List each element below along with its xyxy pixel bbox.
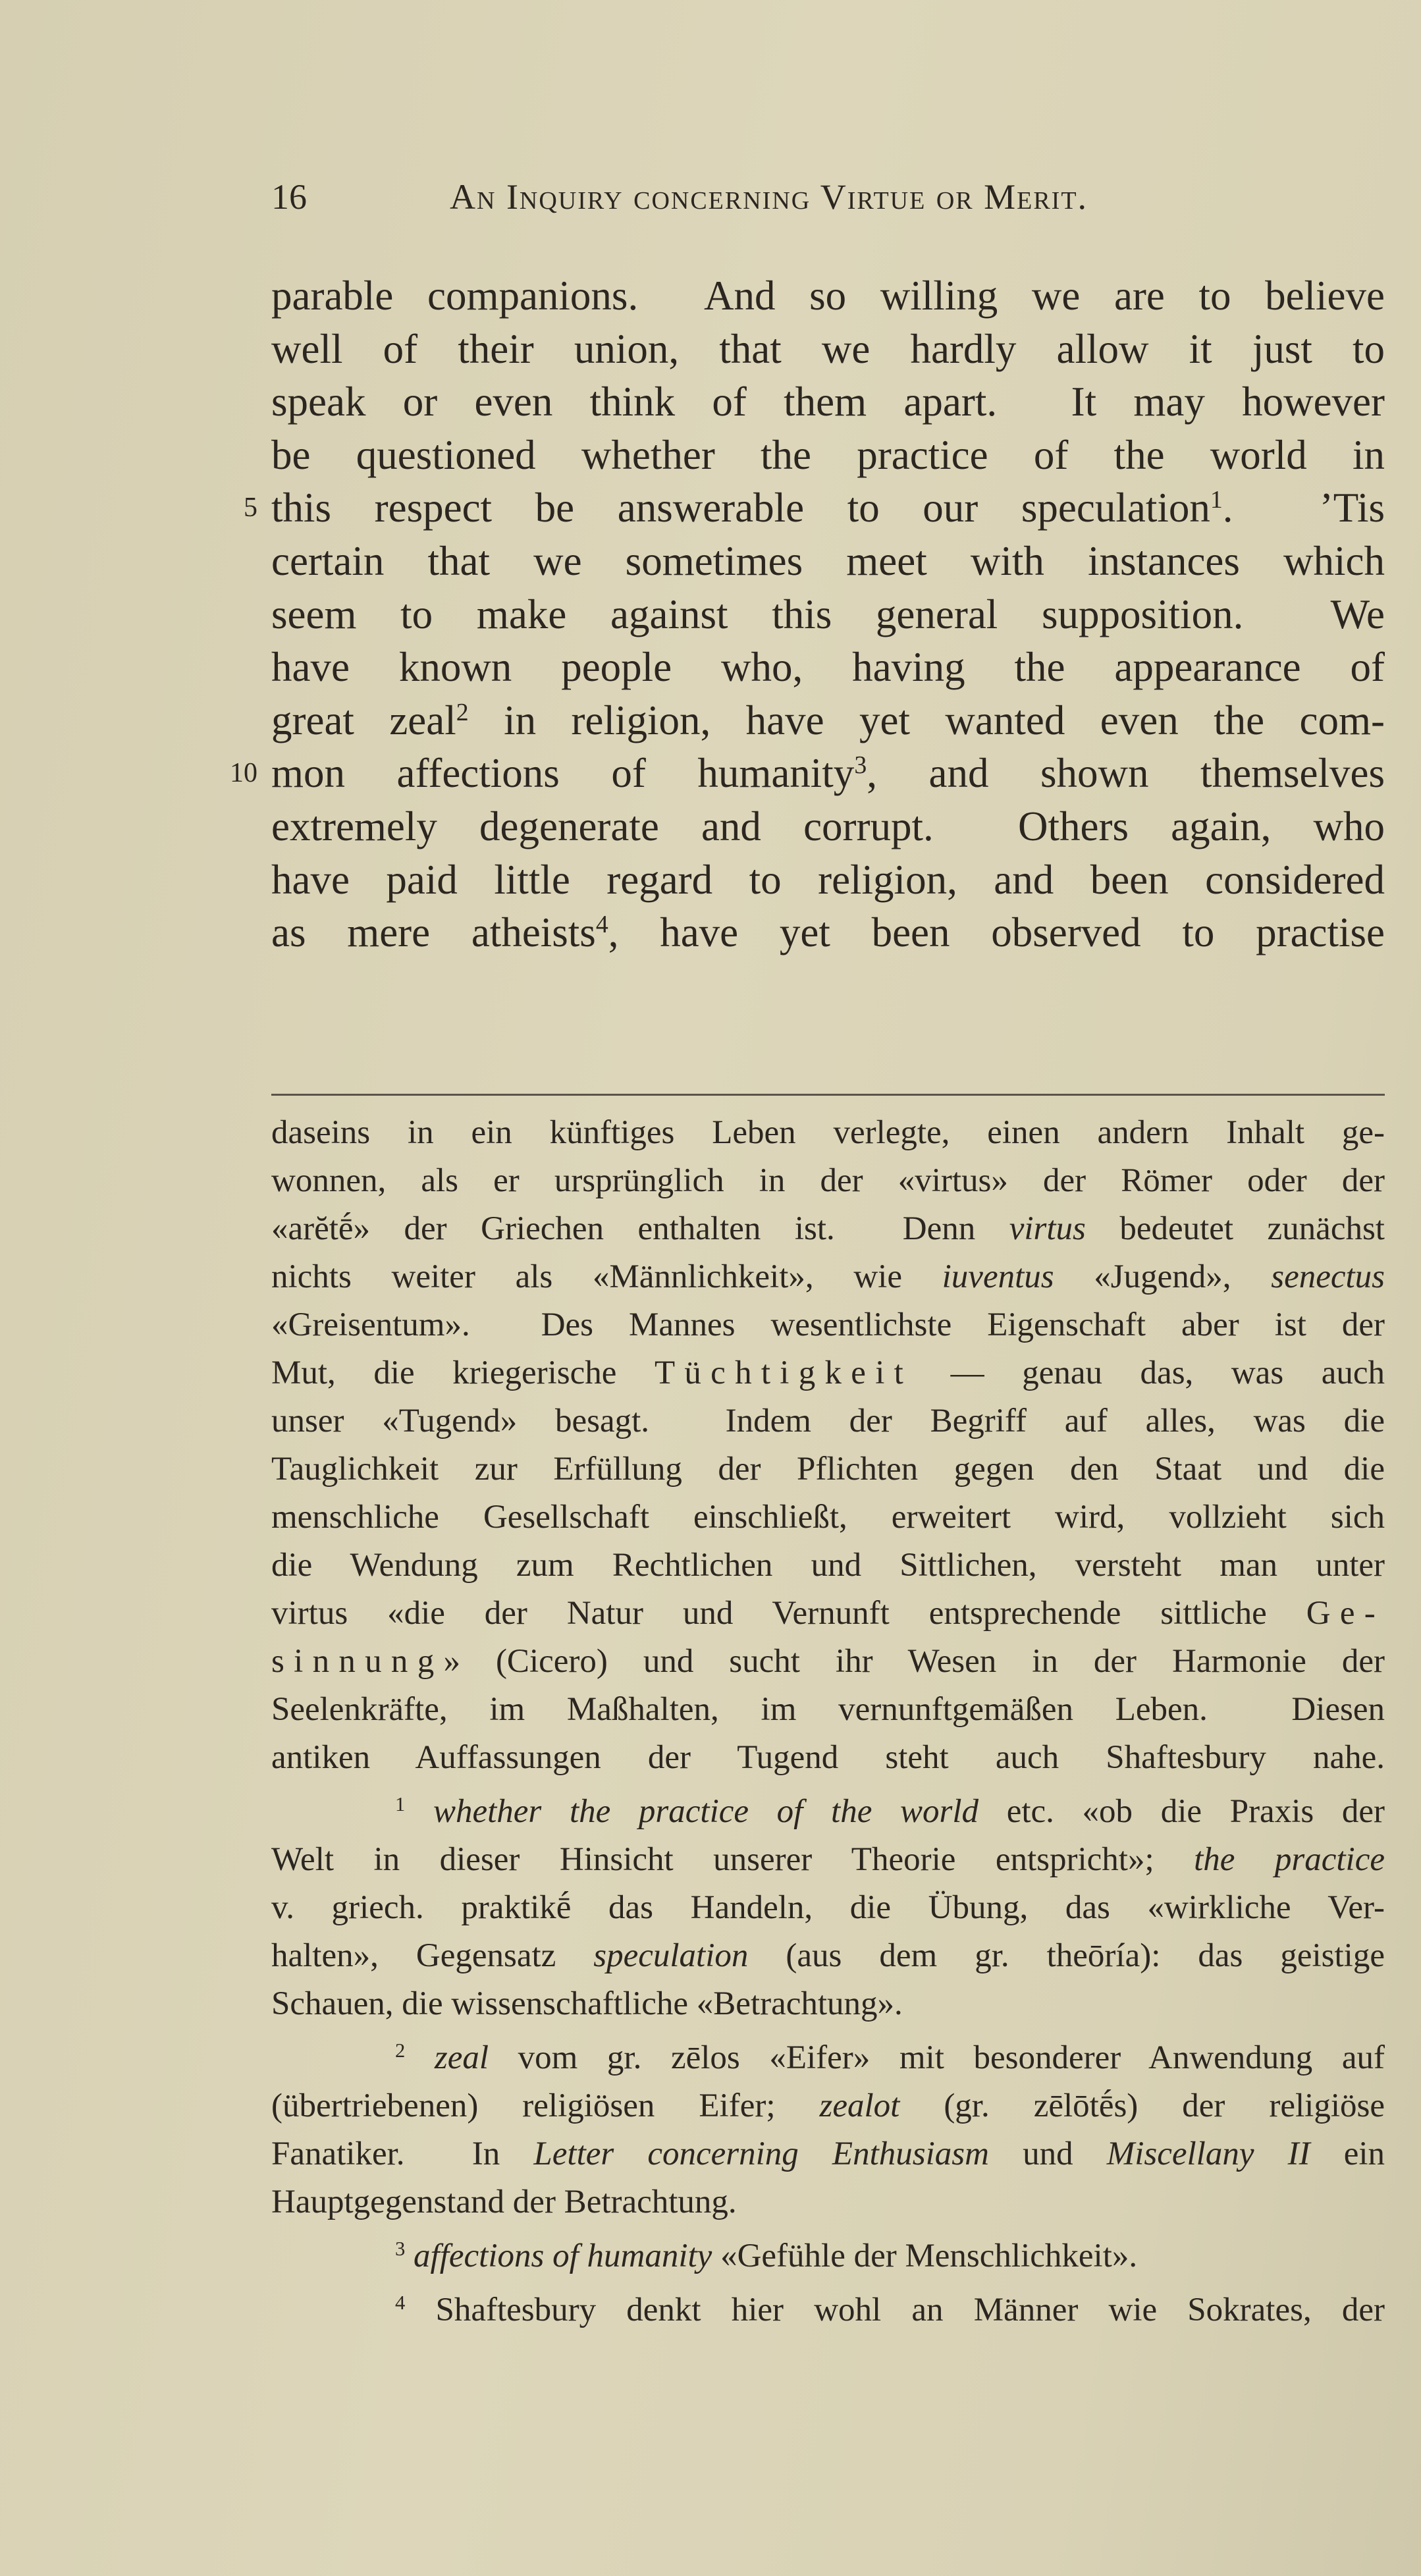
text-segment: menschliche Gesellschaft einschließt, erweitert wird, vollzieht sich — [271, 1499, 1385, 1536]
text-line — [271, 269, 1385, 323]
text-line — [271, 1836, 1385, 1884]
text-line — [271, 1253, 1385, 1301]
footnote-marker: 2 — [456, 698, 469, 726]
text-line — [271, 1205, 1385, 1253]
text-segment: antiken Auffassungen der Tugend steht auch Shaftesbury nahe. — [271, 1739, 1385, 1776]
text-segment: . ’Tis — [1222, 485, 1385, 531]
text-line — [271, 641, 1385, 694]
line-number: 5 — [244, 493, 257, 523]
text-segment: , and shown themselves — [867, 750, 1385, 797]
text-line — [271, 323, 1385, 376]
text-segment: , have yet been observed to practise — [608, 909, 1385, 956]
text-segment: «Jugend», — [1054, 1258, 1272, 1295]
italic-text: affections of humanity — [414, 2238, 712, 2274]
text-segment: Schauen, die wissenschaftliche «Betrachtung». — [271, 1985, 903, 2022]
text-line — [271, 429, 1385, 482]
text-segment — [405, 2238, 414, 2274]
footnotes — [271, 1109, 1385, 2334]
text-segment: have known people who, having the appearance of — [271, 644, 1385, 691]
text-segment: this respect be answerable to our speculation — [271, 485, 1210, 531]
text-line — [271, 853, 1385, 907]
text-segment: certain that we sometimes meet with instances which — [271, 537, 1385, 584]
text-line — [271, 1590, 1385, 1638]
text-segment: ein — [1310, 2135, 1385, 2172]
italic-text: senectus — [1271, 1258, 1385, 1295]
text-segment: virtus «die der Natur und Vernunft entsprechende sittliche — [271, 1595, 1306, 1632]
text-segment: daseins in ein künftiges Leben verlegte, einen andern Inhalt ge- — [271, 1114, 1385, 1151]
text-segment: great zeal — [271, 697, 456, 743]
text-line — [271, 1686, 1385, 1734]
text-segment: (aus dem gr. theōría): das geistige — [748, 1937, 1385, 1974]
text-segment: have paid little regard to religion, and been considered — [271, 856, 1385, 903]
text-line — [271, 1932, 1385, 1980]
footnote-start-line — [271, 2232, 1385, 2280]
text-segment: Fanatiker. In — [271, 2135, 534, 2172]
text-segment: well of their union, that we hardly allow it just to — [271, 325, 1385, 372]
text-segment: «arĕtḗ» der Griechen enthalten ist. Denn — [271, 1210, 1009, 1247]
text-segment: » (Cicero) und sucht ihr Wesen in der Harmonie der — [443, 1643, 1385, 1680]
text-line — [244, 481, 1385, 535]
footnote-marker: 4 — [395, 2292, 406, 2315]
page-number: 16 — [271, 177, 307, 217]
text-line — [230, 747, 1385, 800]
text-segment: Tüchtigkeit — [654, 1355, 913, 1391]
italic-text: the practice — [1194, 1841, 1385, 1878]
text-line — [271, 1157, 1385, 1205]
text-segment: (übertriebenen) religiösen Eifer; — [271, 2087, 820, 2124]
text-segment: v. griech. praktikḗ das Handeln, die Übung, das «wirkliche Ver- — [271, 1889, 1385, 1926]
text-line — [271, 1638, 1385, 1686]
text-line — [271, 1493, 1385, 1542]
text-line — [271, 1349, 1385, 1397]
text-segment: — genau das, was auch — [913, 1355, 1385, 1391]
footnote-start-line — [271, 2286, 1385, 2334]
text-line — [271, 800, 1385, 853]
text-segment: Ge- — [1306, 1595, 1385, 1632]
text-segment: halten», Gegensatz — [271, 1937, 594, 1974]
italic-text: whether the practice of the world — [433, 1793, 979, 1830]
text-line — [271, 535, 1385, 588]
text-segment: «Gefühle der Menschlichkeit». — [712, 2238, 1138, 2274]
text-line — [271, 1884, 1385, 1932]
text-segment: seem to make against this general supposition. We — [271, 591, 1385, 637]
text-segment: speak or even think of them apart. It may however — [271, 379, 1385, 425]
footnote-marker: 1 — [1210, 486, 1223, 514]
text-segment: Mut, die kriegerische — [271, 1355, 655, 1391]
italic-text: speculation — [593, 1937, 749, 1974]
text-segment: parable companions. And so willing we are to believe — [271, 273, 1385, 319]
footnote-divider — [271, 1094, 1385, 1096]
text-segment: etc. «ob die Praxis der — [979, 1793, 1385, 1830]
footnote-marker: 3 — [854, 751, 867, 780]
italic-text: virtus — [1009, 1210, 1086, 1247]
text-line — [271, 2178, 1385, 2226]
italic-text: zeal — [434, 2039, 489, 2076]
text-line — [271, 1445, 1385, 1493]
text-line — [271, 1542, 1385, 1590]
text-segment: mon affections of humanity — [271, 750, 855, 797]
text-line — [271, 906, 1385, 959]
italic-text: iuventus — [942, 1258, 1054, 1295]
italic-text: Miscellany II — [1106, 2135, 1310, 2172]
text-line — [271, 1397, 1385, 1445]
text-segment: extremely degenerate and corrupt. Others again, who — [271, 803, 1385, 849]
text-segment: bedeutet zunächst — [1085, 1210, 1385, 1247]
footnote-marker: 4 — [595, 911, 608, 939]
text-segment: die Wendung zum Rechtlichen und Sittlichen, versteht man unter — [271, 1547, 1385, 1584]
text-segment: (gr. zēlōtḗs) der religiöse — [899, 2087, 1385, 2124]
text-segment: Tauglichkeit zur Erfüllung der Pflichten gegen den Staat und die — [271, 1451, 1385, 1488]
text-segment — [405, 1793, 433, 1830]
italic-text: zealot — [819, 2087, 900, 2124]
text-line — [271, 1734, 1385, 1782]
text-segment: und — [988, 2135, 1107, 2172]
text-segment: «Greisentum». Des Mannes wesentlichste Eigenschaft aber ist der — [271, 1306, 1385, 1343]
footnote-marker: 1 — [395, 1793, 406, 1816]
text-segment: be questioned whether the practice of the world in — [271, 431, 1385, 478]
text-line — [271, 2082, 1385, 2130]
text-line — [271, 1980, 1385, 2028]
text-segment: Hauptgegenstand der Betrachtung. — [271, 2184, 737, 2220]
italic-text: Letter concerning Enthusiasm — [533, 2135, 989, 2172]
text-segment: Welt in dieser Hinsicht unserer Theorie entspricht»; — [271, 1841, 1194, 1878]
text-line — [271, 2130, 1385, 2178]
footnote-start-line — [271, 2034, 1385, 2082]
text-segment — [405, 2039, 435, 2076]
text-line — [271, 375, 1385, 429]
text-segment: as mere atheists — [271, 909, 596, 956]
footnote-marker: 3 — [395, 2238, 406, 2261]
main-text — [230, 269, 1385, 959]
text-segment: vom gr. zēlos «Eifer» mit besonderer Anwendung auf — [489, 2039, 1385, 2076]
text-segment: in religion, have yet wanted even the com- — [468, 697, 1385, 743]
text-line — [271, 694, 1385, 747]
text-segment: Shaftesbury denkt hier wohl an Männer wie Sokrates, der — [405, 2292, 1385, 2328]
footnote-start-line — [271, 1788, 1385, 1836]
footnote-marker: 2 — [395, 2039, 406, 2062]
text-line — [271, 1301, 1385, 1349]
text-segment: Seelenkräfte, im Maßhalten, im vernunftgemäßen Leben. Diesen — [271, 1691, 1385, 1728]
text-segment: sinnung — [271, 1643, 444, 1680]
text-line — [271, 1109, 1385, 1157]
text-line — [271, 588, 1385, 641]
text-segment: unser «Tugend» besagt. Indem der Begriff auf alles, was die — [271, 1403, 1385, 1439]
running-title: An Inquiry concerning Virtue or Merit. — [450, 177, 1088, 217]
line-number: 10 — [230, 758, 257, 789]
text-segment: wonnen, als er ursprünglich in der «virtus» der Römer oder der — [271, 1162, 1385, 1199]
text-segment: nichts weiter als «Männlichkeit», wie — [271, 1258, 942, 1295]
